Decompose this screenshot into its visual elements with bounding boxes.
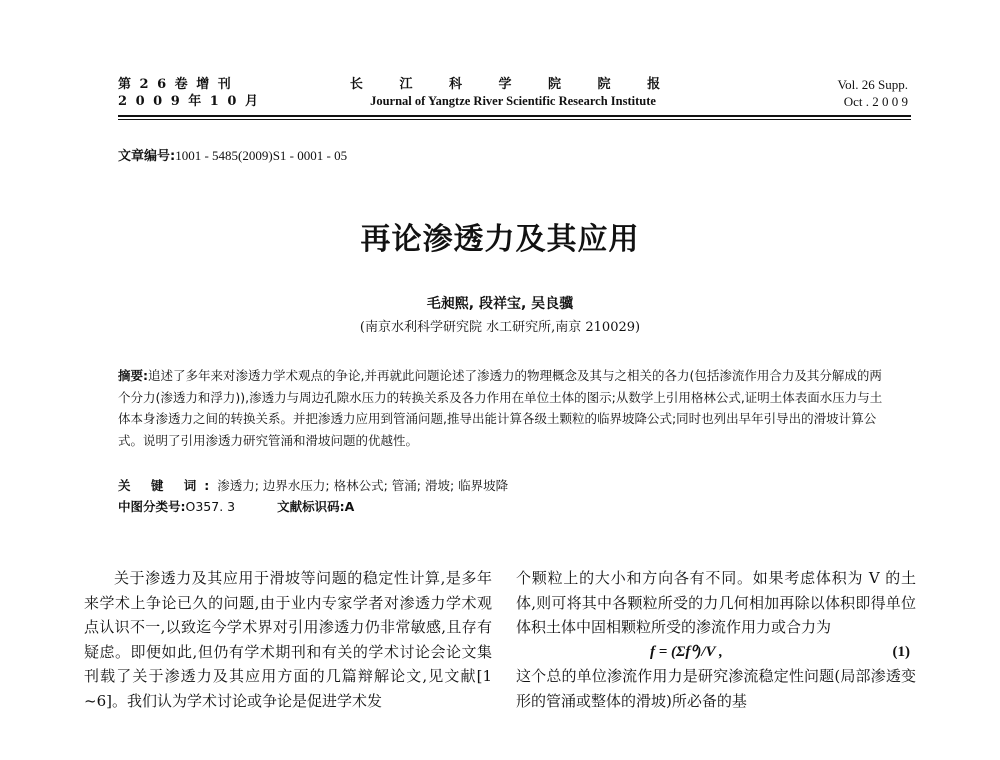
volume-issue: 第 2 6 卷 增 刊 xyxy=(118,77,233,92)
equation-number: (1) xyxy=(892,643,910,660)
header-rule-thick xyxy=(118,115,911,117)
issue-date: 2 0 0 9 年 1 0 月 xyxy=(118,94,260,109)
article-number-label: 文章编号: xyxy=(118,149,176,164)
header-rule-thin xyxy=(118,119,911,120)
body-column-right xyxy=(516,566,916,713)
author-affiliation: (南京水利科学研究院 水工研究所,南京 210029) xyxy=(359,320,641,335)
article-number xyxy=(118,145,347,164)
article-number-value: 1001 - 5485(2009)S1 - 0001 - 05 xyxy=(175,148,348,163)
clc-value: O357. 3 xyxy=(185,499,236,514)
keywords-text: 渗透力; 边界水压力; 格林公式; 管涌; 滑坡; 临界坡降 xyxy=(217,478,509,493)
body-paragraph-left: 关于渗透力及其应用于滑坡等问题的稳定性计算,是多年来学术上争论已久的问题,由于业内专家学者对渗透力学术观点认识不一,以致迄今学术界对引用渗透力仍非常敏感,且存有疑虑。即便如此,但仍有学术期刊和有关的学术讨论会论文集刊载了关于渗透力及其应用方面的几篇辩解论文,见文献[1 ~6]。我们认为学术讨论或争论是促进学术发 xyxy=(84,569,492,710)
issue-date-en: Oct . 2 0 0 9 xyxy=(843,94,908,109)
abstract-text: 追述了多年来对渗透力学术观点的争论,并再就此问题论述了渗透力的物理概念及其与之相关的各力(包括渗流作用合力及其分解成的两个分力(渗透力和浮力)),渗透力与周边孔隙水压力的转换关系及各力作用在单位土体的图示;从数学上引用格林公式,证明土体表面水压力与土体本身渗透力之间的转换关系。并把渗透力应用到管涌问题,推导出能计算各级土颗粒的临界坡降公式;同时也列出早年引导出的滑坡计算公式。说明了引用渗透力研究管涌和滑坡问题的优越性。 xyxy=(118,368,883,448)
equation-formula: f = (Σf⁰)/V , xyxy=(650,643,723,660)
journal-header xyxy=(118,76,908,116)
keywords xyxy=(118,475,883,496)
doc-code-value: A xyxy=(344,499,355,514)
paper-authors: 毛昶熙, 段祥宝, 吴良骥 xyxy=(426,296,574,312)
journal-name-cn: 长 江 科 学 院 院 报 xyxy=(349,77,677,92)
body-column-left xyxy=(84,566,492,713)
classification xyxy=(118,497,354,515)
abstract xyxy=(118,365,883,451)
equation-1 xyxy=(516,640,916,665)
journal-name xyxy=(118,76,908,110)
abstract-label: 摘要: xyxy=(118,368,148,383)
keywords-label: 关 键 词: xyxy=(118,478,218,493)
volume-info-en xyxy=(837,76,908,110)
body-paragraph-right-2: 这个总的单位渗流作用力是研究渗流稳定性问题(局部渗透变形的管涌或整体的滑坡)所必备的基 xyxy=(516,667,916,710)
body-paragraph-right-1: 个颗粒上的大小和方向各有不同。如果考虑体积为 V 的土体,则可将其中各颗粒所受的力几何相加再除以体积即得单位体积土体中固相颗粒所受的渗流作用力或合力为 xyxy=(516,569,916,636)
journal-name-en: Journal of Yangtze River Scientific Research Institute xyxy=(370,94,656,108)
doc-code-label: 文献标识码: xyxy=(277,499,345,514)
volume-supp: Vol. 26 Supp. xyxy=(837,77,908,92)
paper-title: 再论渗透力及其应用 xyxy=(360,222,640,257)
clc-label: 中图分类号: xyxy=(118,499,186,514)
